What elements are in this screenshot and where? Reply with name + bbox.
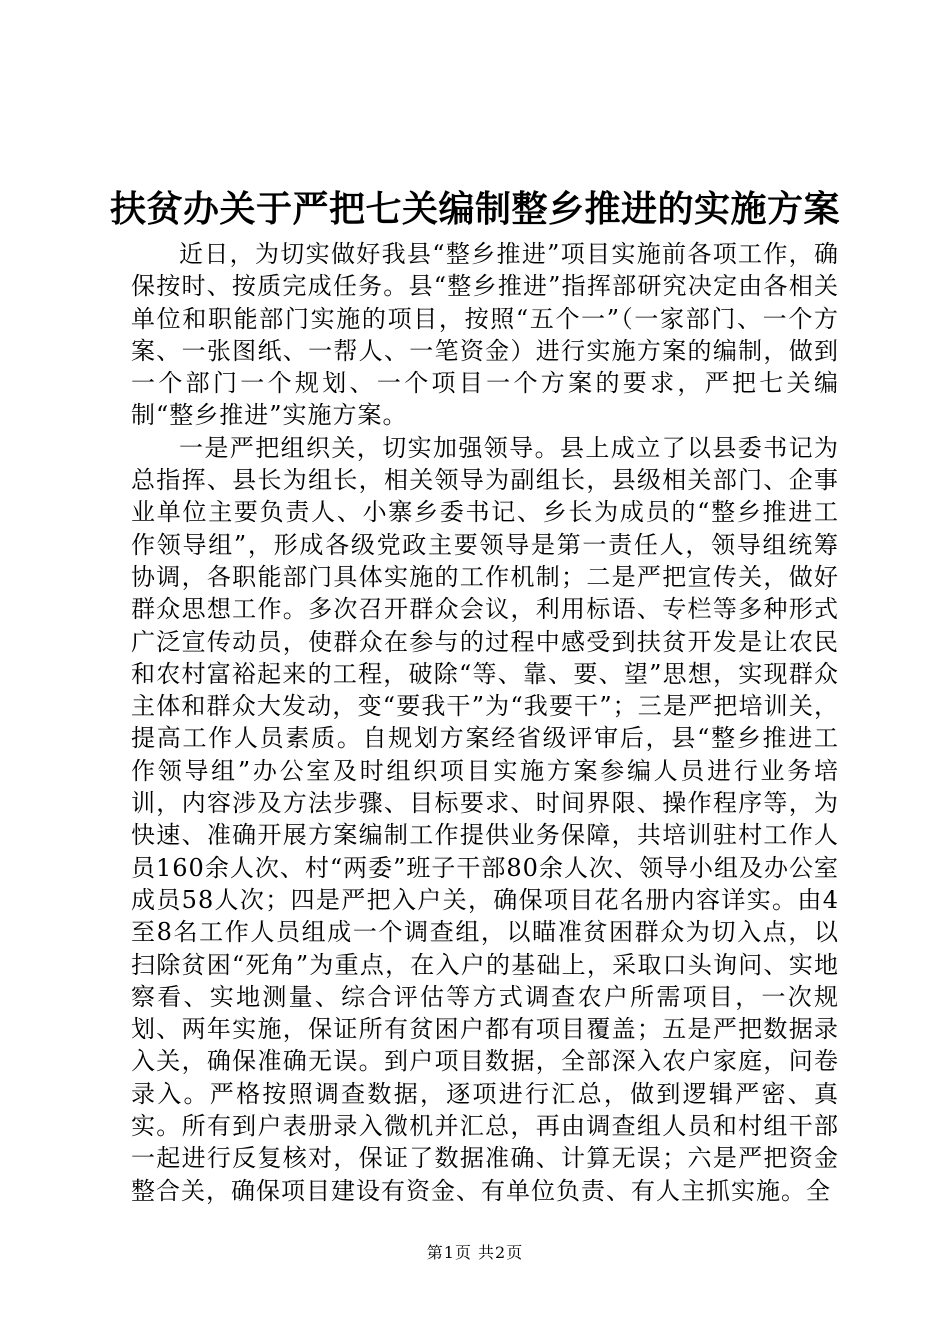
- document-body: [131, 238, 839, 1207]
- paragraph-seven-checks: 一是严把组织关，切实加强领导。县上成立了以县委书记为总指挥、县长为组长，相关领导为副组长，县级相关部门、企事业单位主要负责人、小寨乡委书记、乡长为成员的“整乡推进工作领导组”，形成各级党政主要领导是第一责任人，领导组统筹协调，各职能部门具体实施的工作机制；二是严把宣传关，做好群众思想工作。多次召开群众会议，利用标语、专栏等多种形式广泛宣传动员，使群众在参与的过程中感受到扶贫开发是让农民和农村富裕起来的工程，破除“等、靠、要、望”思想，实现群众主体和群众大发动，变“要我干”为“我要干”；三是严把培训关，提高工作人员素质。自规划方案经省级评审后，县“整乡推进工作领导组”办公室及时组织项目实施方案参编人员进行业务培训，内容涉及方法步骤、目标要求、时间界限、操作程序等，为快速、准确开展方案编制工作提供业务保障，共培训驻村工作人员160余人次、村“两委”班子干部80余人次、领导小组及办公室成员58人次；四是严把入户关，确保项目花名册内容详实。由4至8名工作人员组成一个调查组，以瞄准贫困群众为切入点，以扫除贫困“死角”为重点，在入户的基础上，采取口头询问、实地察看、实地测量、综合评估等方式调查农户所需项目，一次规划、两年实施，保证所有贫困户都有项目覆盖；五是严把数据录入关，确保准确无误。到户项目数据，全部深入农户家庭，问卷录入。严格按照调查数据，逐项进行汇总，做到逻辑严密、真实。所有到户表册录入微机并汇总，再由调查组人员和村组干部一起进行反复核对，保证了数据准确、计算无误；六是严把资金整合关，确保项目建设有资金、有单位负责、有人主抓实施。全: [131, 433, 839, 1205]
- page-footer: 第1页 共2页: [426, 1243, 524, 1262]
- document-title: 扶贫办关于严把七关编制整乡推进的实施方案: [109, 188, 840, 230]
- paragraph-intro: 近日，为切实做好我县“整乡推进”项目实施前各项工作，确保按时、按质完成任务。县“整乡推进”指挥部研究决定由各相关单位和职能部门实施的项目，按照“五个一”（一家部门、一个方案、一张图纸、一帮人、一笔资金）进行实施方案的编制，做到一个部门一个规划、一个项目一个方案的要求，严把七关编制“整乡推进”实施方案。: [131, 240, 839, 430]
